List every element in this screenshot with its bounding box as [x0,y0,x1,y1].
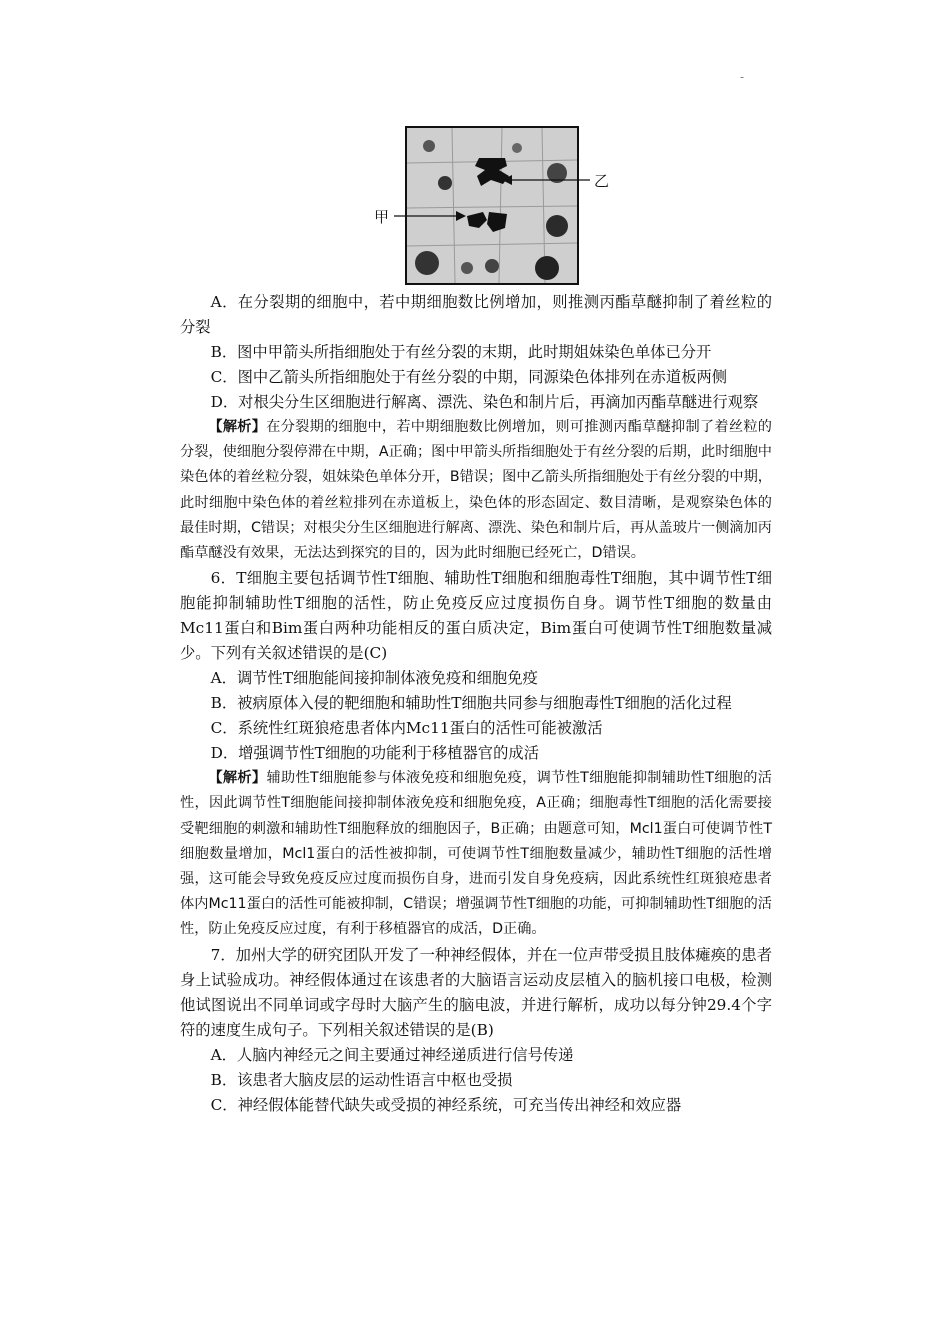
q6-analysis [180,766,772,942]
q6-analysis-tag: 【解析】 [208,770,267,787]
q5-option-c: C．图中乙箭头所指细胞处于有丝分裂的中期，同源染色体排列在赤道板两侧 [210,368,728,386]
q6-option-c: C．系统性红斑狼疮患者体内Mc11蛋白的活性可能被激活 [210,719,603,738]
q6-option-a: A．调节性T细胞能间接抑制体液免疫和细胞免疫 [210,669,538,688]
q5-analysis-text: 在分裂期的细胞中，若中期细胞数比例增加，则可推测丙酯草醚抑制了着丝粒的分裂，使细胞分裂停滞在中期，A正确；图中甲箭头所指细胞处于有丝分裂的后期，此时细胞中染色体的着丝粒分裂，姐妹染色单体分开，B错误；图中乙箭头所指细胞处于有丝分裂的中期，此时细胞中染色体的着丝粒排列在赤道板上，染色体的形态固定、数目清晰，是观察染色体的最佳时期，C错误；对根尖分生区细胞进行解离、漂洗、染色和制片后，再从盖玻片一侧滴加丙酯草醚没有效果，无法达到探究的目的，因为此时细胞已经死亡，D错误。 [180,419,772,562]
q5-option-a: A．在分裂期的细胞中，若中期细胞数比例增加，则推测丙酯草醚抑制了着丝粒的分裂 [180,293,772,336]
q7-stem: 7．加州大学的研究团队开发了一种神经假体，并在一位声带受损且肢体瘫痪的患者身上试验成功。神经假体通过在该患者的大脑语言运动皮层植入的脑机接口电极，检测他试图说出不同单词或字母时大脑产生的脑电波，并进行解析，成功以每分钟29.4个字符的速度生成句子。下列相关叙述错误的是(B) [180,945,772,1039]
q6-option-d: D．增强调节性T细胞的功能利于移植器官的成活 [210,744,539,763]
q5-analysis [180,415,772,566]
micrograph-figure [370,118,630,288]
label-yi: 乙 [594,172,610,190]
q5-option-b: B．图中甲箭头所指细胞处于有丝分裂的末期，此时期姐妹染色单体已分开 [210,343,712,361]
q7-option-a: A．人脑内神经元之间主要通过神经递质进行信号传递 [210,1045,574,1064]
figure-arrows [370,118,630,288]
page-mark: - [740,70,745,84]
q5-analysis-tag: 【解析】 [208,419,267,435]
q7-option-c: C．神经假体能替代缺失或受损的神经系统，可充当传出神经和效应器 [210,1095,682,1114]
q5-option-d: D．对根尖分生区细胞进行解离、漂洗、染色和制片后，再滴加丙酯草醚进行观察 [210,393,759,411]
q6-analysis-text: 辅助性T细胞能参与体液免疫和细胞免疫，调节性T细胞能抑制辅助性T细胞的活性，因此调节性T细胞能间接抑制体液免疫和细胞免疫，A正确；细胞毒性T细胞的活化需要接受靶细胞的刺激和辅助性T细胞释放的细胞因子，B正确；由题意可知，Mcl1蛋白可使调节性T细胞数量增加，Mcl1蛋白的活性被抑制，可使调节性T细胞数量减少，辅助性T细胞的活性增强，这可能会导致免疫反应过度而损伤自身，进而引发自身免疫病，因此系统性红斑狼疮患者体内Mc11蛋白的活性可能被抑制，C错误；增强调节性T细胞的功能，可抑制辅助性T细胞的活性，防止免疫反应过度，有利于移植器官的成活，D正确。 [180,770,772,938]
question-content [180,290,772,1118]
q6-stem: 6．T细胞主要包括调节性T细胞、辅助性T细胞和细胞毒性T细胞，其中调节性T细胞能抑制辅助性T细胞的活性，防止免疫反应过度损伤自身。调节性T细胞的数量由Mc11蛋白和Bim蛋白两种功能相反的蛋白质决定，Bim蛋白可使调节性T细胞数量减少。下列有关叙述错误的是(C) [180,569,772,663]
q6-option-b: B．被病原体入侵的靶细胞和辅助性T细胞共同参与细胞毒性T细胞的活化过程 [210,694,732,713]
q7-option-b: B．该患者大脑皮层的运动性语言中枢也受损 [210,1070,513,1089]
label-jia: 甲 [374,208,390,226]
